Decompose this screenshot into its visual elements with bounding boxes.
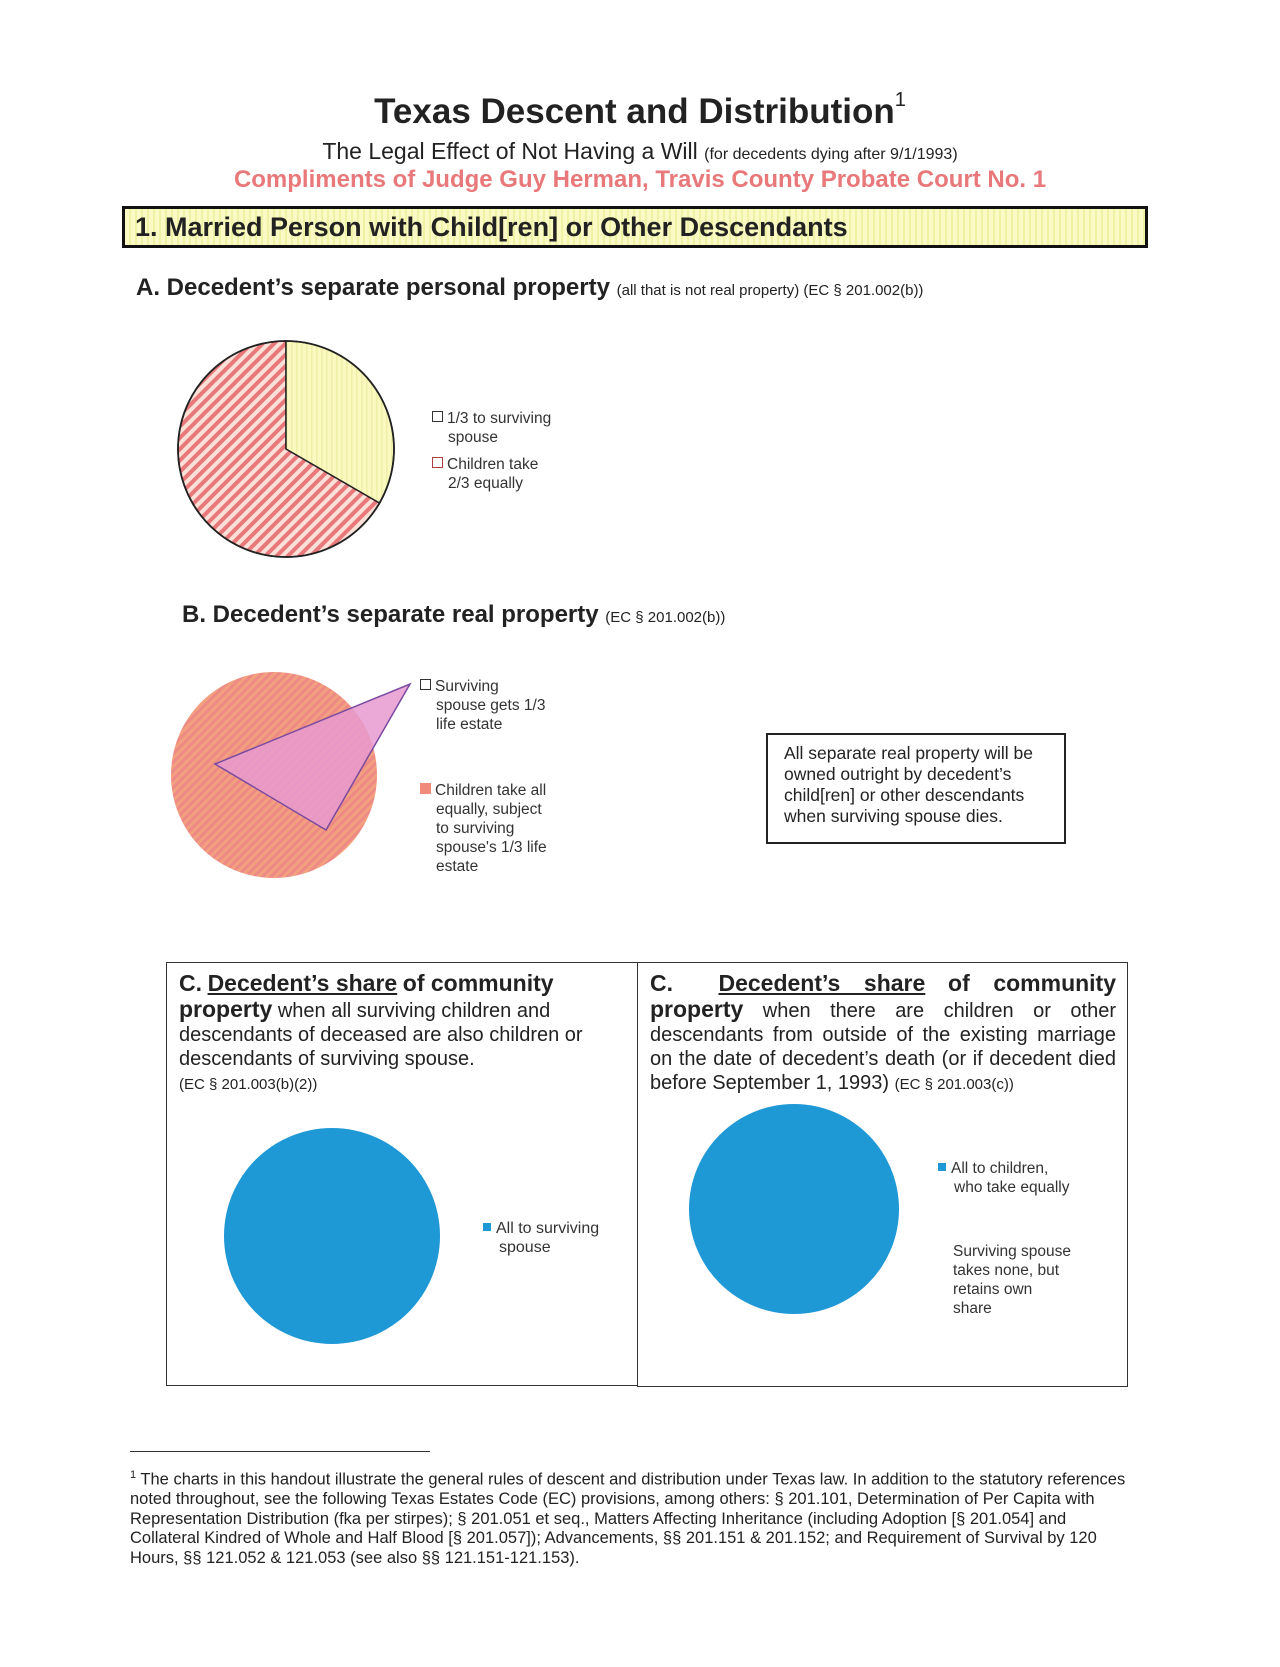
part-c1-box	[166, 962, 638, 1386]
legend-c2-line1: All to children,	[951, 1160, 1049, 1177]
part-c2-underlined: Decedent’s share	[718, 970, 926, 996]
legend-b-children-line: equally, subject	[436, 801, 542, 818]
part-c1-word2: property	[179, 996, 273, 1022]
legend-a-children-line1: Children take	[447, 456, 539, 473]
real-property-note-box: All separate real property will be owned outright by decedent’s child[ren] or other descendants when surviving spouse dies.	[766, 733, 1066, 844]
part-a-note: (all that is not real property) (EC § 201.002(b))	[616, 282, 924, 299]
legend-swatch	[432, 411, 443, 422]
legend-a-children	[432, 455, 538, 493]
legend-c1	[483, 1219, 599, 1257]
legend-c1-line2: spouse	[499, 1239, 551, 1256]
legend-c2-spouse-line: takes none, but	[953, 1262, 1059, 1279]
footnote	[130, 1466, 1130, 1568]
legend-c2-line2: who take equally	[954, 1179, 1070, 1196]
legend-swatch	[483, 1223, 491, 1231]
legend-b-spouse-line: Surviving	[435, 678, 499, 695]
part-c2-body: when there are children or other descendants from outside of the existing marriage on the date of decedent’s death (or if decedent died before September 1, 1993)	[650, 1000, 1116, 1094]
part-c2-rest: of community	[948, 970, 1117, 996]
pie-chart-c1	[223, 1127, 441, 1345]
legend-c2-children	[938, 1159, 1069, 1197]
part-c1-text	[179, 971, 609, 1097]
legend-swatch	[938, 1163, 946, 1171]
part-c1-rest: of community	[402, 970, 554, 996]
section-heading: 1. Married Person with Child[ren] or Other Descendants	[135, 212, 848, 242]
page-subtitle	[0, 138, 1280, 165]
legend-b-spouse-line: life estate	[436, 716, 503, 733]
subtitle-text: The Legal Effect of Not Having a Will	[322, 138, 698, 164]
legend-b-spouse-line: spouse gets 1/3	[436, 697, 546, 714]
part-c1-body: when all surviving children and descendants of deceased are also children or descendants of surviving spouse.	[179, 1000, 583, 1070]
part-c1-underlined: Decedent’s share	[207, 970, 398, 996]
part-c2-word2: property	[650, 996, 744, 1022]
legend-c1-line1: All to surviving	[496, 1220, 600, 1237]
legend-c2-spouse-line: Surviving spouse	[953, 1243, 1072, 1260]
title-text: Texas Descent and Distribution	[374, 92, 895, 131]
section-heading-bar	[122, 206, 1148, 248]
subtitle-note: (for decedents dying after 9/1/1993)	[704, 146, 958, 163]
legend-c2-spouse	[953, 1242, 1071, 1318]
part-c2-text	[650, 971, 1116, 1097]
part-b-heading	[182, 601, 725, 629]
legend-b-children-line: Children take all	[435, 782, 547, 799]
footnote-divider	[130, 1451, 430, 1452]
legend-swatch	[420, 783, 431, 794]
part-b-note: (EC § 201.002(b))	[605, 609, 726, 626]
pie-c1-spouse	[224, 1128, 440, 1344]
legend-c2-spouse-line: share	[953, 1300, 992, 1317]
part-c1-prefix: C.	[179, 970, 202, 996]
legend-b-children-line: spouse's 1/3 life	[436, 839, 547, 856]
legend-b-spouse	[420, 677, 545, 734]
part-c1-note: (EC § 201.003(b)(2))	[179, 1076, 318, 1093]
legend-swatch	[420, 679, 431, 690]
footnote-mark: 1	[894, 89, 906, 112]
footnote-number: 1	[130, 1469, 137, 1481]
part-b-title: B. Decedent’s separate real property	[182, 601, 599, 628]
page-title	[0, 89, 1280, 132]
part-c2-box	[637, 962, 1128, 1387]
legend-swatch	[432, 457, 443, 468]
part-c2-prefix: C.	[650, 970, 673, 996]
part-c2-note: (EC § 201.003(c))	[894, 1076, 1014, 1093]
compliments-line: Compliments of Judge Guy Herman, Travis County Probate Court No. 1	[233, 166, 1047, 193]
part-a-title: A. Decedent’s separate personal property	[136, 274, 610, 301]
pie-chart-a	[176, 337, 396, 561]
legend-a-spouse-line2: spouse	[448, 429, 498, 446]
legend-b-children-line: to surviving	[436, 820, 515, 837]
pie-chart-c2	[688, 1103, 900, 1315]
legend-a-children-line2: 2/3 equally	[448, 475, 523, 492]
legend-c2-spouse-line: retains own	[953, 1281, 1033, 1298]
footnote-text: The charts in this handout illustrate the general rules of descent and distribution under Texas law. In addition to the statutory references noted throughout, see the following Texas Estates Code (EC) provisions, among others: § 201.101, Determination of Per Capita with Representation Distribution (fka per stirpes); § 201.051 et seq., Matters Affecting Inheritance (including Adoption [§ 201.054] and Collateral Kindred of Whole and Half Blood [§ 201.057]); Advancements, §§ 201.151 & 201.152; and Requirement of Survival by 120 Hours, §§ 121.052 & 121.053 (see also §§ 121.151-121.153).	[130, 1470, 1126, 1567]
legend-a-spouse	[432, 409, 551, 447]
legend-b-children	[420, 781, 547, 876]
legend-a-spouse-line1: 1/3 to surviving	[447, 410, 552, 427]
pie-c2-children	[689, 1104, 899, 1314]
pie-chart-b	[170, 670, 430, 880]
legend-b-children-line: estate	[436, 858, 479, 875]
part-a-heading	[136, 274, 923, 302]
